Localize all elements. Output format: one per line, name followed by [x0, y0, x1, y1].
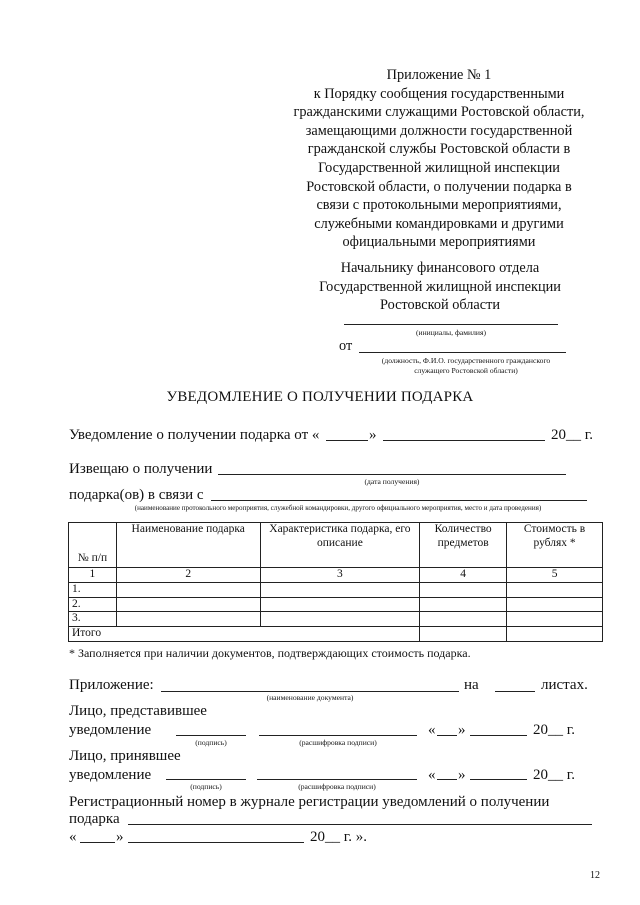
registration-line2: подарка: [69, 811, 120, 827]
notice-day-field[interactable]: [326, 440, 368, 441]
appendix-line: гражданской службы Ростовской области в: [307, 141, 571, 158]
page-title: УВЕДОМЛЕНИЕ О ПОЛУЧЕНИИ ПОДАРКА: [166, 389, 474, 405]
submitter-month-field[interactable]: [470, 735, 527, 736]
notice-year: 20__ г.: [551, 427, 593, 443]
gift-quantity-cell[interactable]: [420, 612, 507, 627]
gifts-label: подарка(ов) в связи с: [69, 487, 204, 503]
gift-description-cell[interactable]: [260, 612, 420, 627]
receiver-day-field[interactable]: [437, 779, 457, 780]
row-number: 1.: [69, 583, 117, 598]
row-number: 3.: [69, 612, 117, 627]
receiver-decode-field[interactable]: [257, 779, 417, 780]
header-quantity: Количество предметов: [420, 523, 507, 568]
table-header-row: [69, 523, 603, 568]
notice-label: Уведомление о получении подарка от «: [69, 427, 320, 443]
submitter-line1: Лицо, представившее: [69, 703, 207, 719]
gift-table: [68, 522, 603, 642]
receipt-date-field[interactable]: [218, 474, 566, 475]
attachment-on: на: [464, 677, 479, 693]
attachment-sheets-label: листах.: [541, 677, 588, 693]
appendix-line: официальными мероприятиями: [342, 234, 536, 251]
addressee-line: Государственной жилищной инспекции: [319, 278, 561, 295]
from-hint-2: служащего Ростовской области): [414, 366, 518, 375]
attachment-label: Приложение:: [69, 677, 154, 693]
from-field[interactable]: [359, 352, 566, 353]
table-row[interactable]: [69, 583, 603, 598]
receiver-signature-field[interactable]: [166, 779, 246, 780]
appendix-line: к Порядку сообщения государственными: [313, 85, 565, 102]
gift-description-cell[interactable]: [260, 583, 420, 598]
notice-quote-close: »: [369, 427, 377, 443]
submitter-signature-field[interactable]: [176, 735, 246, 736]
gift-name-cell[interactable]: [116, 597, 260, 612]
registration-month-field[interactable]: [128, 842, 304, 843]
receiver-month-field[interactable]: [470, 779, 527, 780]
gift-description-cell[interactable]: [260, 597, 420, 612]
receiver-line1: Лицо, принявшее: [69, 748, 181, 764]
submitter-day-field[interactable]: [437, 735, 457, 736]
receiver-quote-close: »: [458, 767, 466, 783]
appendix-line: Ростовской области, о получении подарка в: [306, 178, 572, 195]
gift-cost-cell[interactable]: [507, 612, 603, 627]
gift-name-cell[interactable]: [116, 612, 260, 627]
total-quantity-cell[interactable]: [420, 626, 507, 641]
registration-quote-close: »: [116, 829, 124, 845]
addressee-line: Ростовской области: [379, 297, 501, 314]
total-cost-cell[interactable]: [507, 626, 603, 641]
col-number: 4: [420, 568, 507, 583]
table-row[interactable]: [69, 612, 603, 627]
total-label: Итого: [69, 626, 420, 641]
receiver-decode-hint: (расшифровка подписи): [298, 782, 376, 791]
header-number: № п/п: [69, 523, 117, 568]
registration-year: 20__ г. ».: [310, 829, 367, 845]
col-number: 3: [260, 568, 420, 583]
col-number: 5: [507, 568, 603, 583]
appendix-line: замещающими должности государственной: [305, 122, 573, 139]
registration-number-field[interactable]: [128, 824, 592, 825]
receiver-quote-open: «: [428, 767, 436, 783]
gift-quantity-cell[interactable]: [420, 597, 507, 612]
inform-label: Извещаю о получении: [69, 461, 213, 477]
submitter-quote-close: »: [458, 722, 466, 738]
header-description: Характеристика подарка, его описание: [260, 523, 420, 568]
submitter-year: 20__ г.: [533, 722, 575, 738]
from-hint-1: (должность, Ф.И.О. государственного гражданского: [381, 356, 551, 365]
attachment-doc-field[interactable]: [161, 691, 459, 692]
gift-name-cell[interactable]: [116, 583, 260, 598]
registration-day-field[interactable]: [80, 842, 115, 843]
submitter-quote-open: «: [428, 722, 436, 738]
addressee-block: [296, 259, 584, 315]
event-field[interactable]: [211, 500, 587, 501]
receipt-date-hint: (дата получения): [364, 477, 420, 486]
initials-hint: (инициалы, фамилия): [415, 328, 486, 337]
submitter-line2: уведомление: [69, 722, 152, 738]
appendix-line: гражданскими служащими Ростовской области,: [293, 104, 585, 121]
column-number-row: [69, 568, 603, 583]
submitter-decode-hint: (расшифровка подписи): [299, 738, 377, 747]
gift-cost-cell[interactable]: [507, 597, 603, 612]
submitter-decode-field[interactable]: [259, 735, 417, 736]
addressee-line: Начальнику финансового отдела: [340, 260, 540, 276]
attachment-sheets-field[interactable]: [495, 691, 535, 692]
initials-field[interactable]: [344, 324, 558, 325]
notice-month-field[interactable]: [383, 440, 545, 441]
footnote: * Заполняется при наличии документов, подтверждающих стоимость подарка.: [69, 646, 471, 660]
gift-quantity-cell[interactable]: [420, 583, 507, 598]
gift-cost-cell[interactable]: [507, 583, 603, 598]
appendix-line: Государственной жилищной инспекции: [318, 159, 560, 176]
col-number: 1: [69, 568, 117, 583]
appendix-line: служебными командировками и другими: [314, 215, 564, 232]
page-number: 12: [590, 870, 600, 881]
submitter-sign-hint: (подпись): [195, 738, 227, 747]
row-number: 2.: [69, 597, 117, 612]
registration-quote-open: «: [69, 829, 77, 845]
receiver-year: 20__ г.: [533, 767, 575, 783]
appendix-header: [280, 66, 598, 252]
event-hint: (наименование протокольного мероприятия, служебной командировки, другого официального мероприятия, место и дата проведения): [134, 504, 542, 512]
appendix-line: связи с протокольными мероприятиями,: [316, 197, 562, 214]
table-row[interactable]: [69, 597, 603, 612]
header-name: Наименование подарка: [116, 523, 260, 568]
receiver-sign-hint: (подпись): [190, 782, 222, 791]
from-label: от: [339, 338, 353, 354]
appendix-line: Приложение № 1: [386, 67, 492, 83]
receiver-line2: уведомление: [69, 767, 152, 783]
attachment-doc-hint: (наименование документа): [266, 693, 354, 702]
header-cost: Стоимость в рублях *: [507, 523, 603, 568]
total-row[interactable]: [69, 626, 603, 641]
col-number: 2: [116, 568, 260, 583]
registration-line1: Регистрационный номер в журнале регистрации уведомлений о получении: [69, 794, 550, 810]
